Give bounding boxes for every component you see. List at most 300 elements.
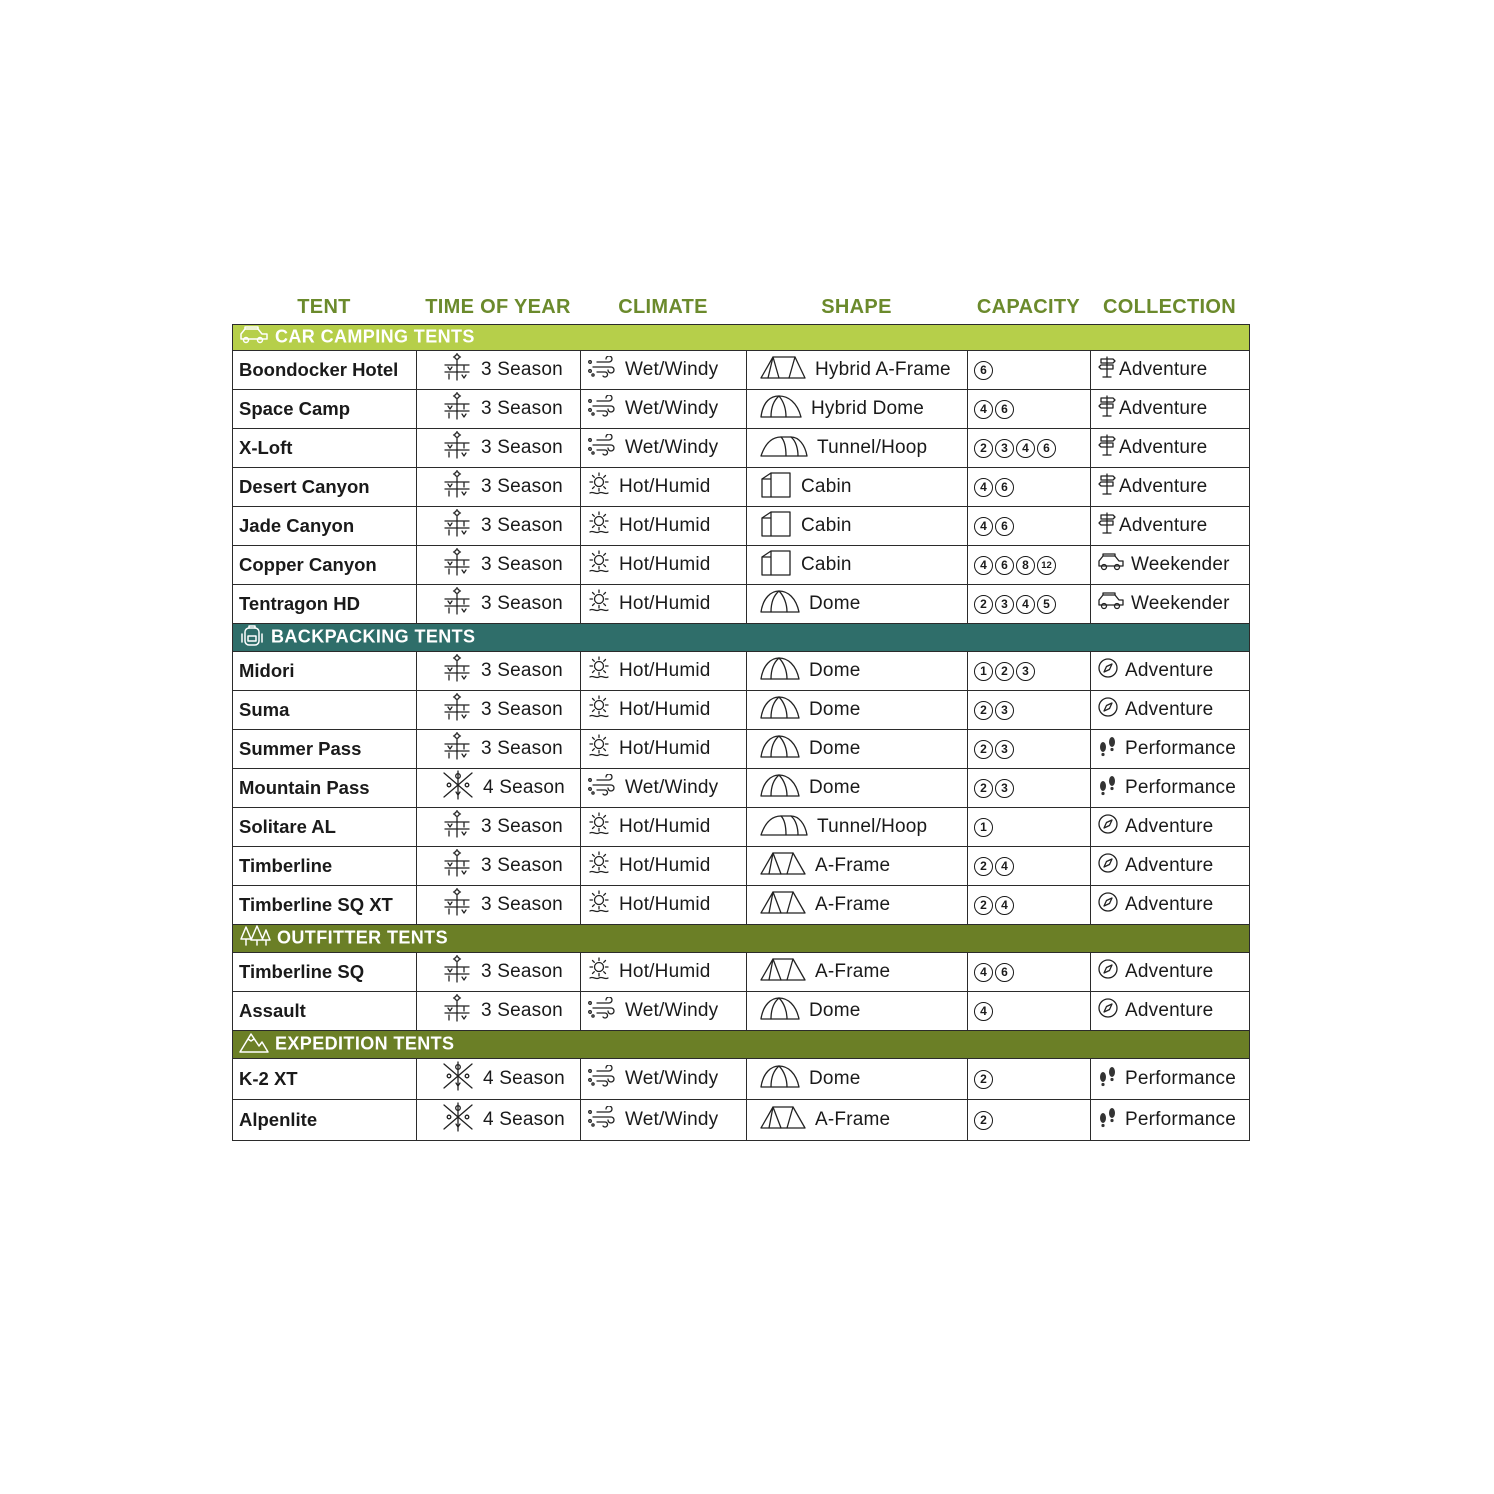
season-cell-label: 3 Season (481, 699, 563, 720)
section-header-backpacking-tents (233, 624, 1250, 652)
capacity-badge: 2 (974, 779, 993, 798)
season-cell (417, 1059, 581, 1100)
four-season-icon (441, 1061, 475, 1097)
car-icon (1097, 552, 1125, 578)
sun-icon (587, 472, 611, 502)
tent-name: Tentragon HD (233, 585, 417, 624)
climate-cell-label: Wet/Windy (625, 437, 719, 458)
climate-cell (581, 847, 747, 886)
dome-tent-icon (759, 995, 801, 1027)
capacity-badge: 2 (974, 740, 993, 759)
collection-cell-label: Adventure (1125, 699, 1214, 720)
sun-icon (587, 511, 611, 541)
tent-name: Midori (233, 652, 417, 691)
mountain-icon (239, 1031, 269, 1058)
tent-name: Timberline SQ (233, 953, 417, 992)
capacity-cell (968, 886, 1091, 925)
table-row (233, 390, 1250, 429)
climate-cell (581, 1059, 747, 1100)
dome-tent-icon (759, 655, 801, 687)
collection-cell (1091, 507, 1250, 546)
shape-cell (747, 992, 968, 1031)
tunnel-hoop-tent-icon (759, 432, 809, 464)
climate-cell-label: Hot/Humid (619, 660, 711, 681)
three-season-icon (441, 888, 473, 922)
capacity-cell (968, 992, 1091, 1031)
season-cell (417, 886, 581, 925)
shape-cell (747, 953, 968, 992)
capacity-badge: 6 (1037, 439, 1056, 458)
season-cell-label: 3 Season (481, 593, 563, 614)
compass-icon (1097, 852, 1119, 880)
collection-cell-label: Adventure (1125, 961, 1214, 982)
cabin-tent-icon (759, 508, 793, 544)
signpost-icon (1097, 356, 1117, 384)
capacity-badge: 6 (995, 963, 1014, 982)
three-season-icon (441, 353, 473, 387)
three-season-icon (441, 955, 473, 989)
season-cell (417, 585, 581, 624)
collection-cell (1091, 691, 1250, 730)
tent-name: Boondocker Hotel (233, 351, 417, 390)
hybrid-dome-tent-icon (759, 393, 803, 425)
collection-cell-label: Adventure (1125, 894, 1214, 915)
table-row (233, 429, 1250, 468)
collection-cell-label: Adventure (1119, 437, 1208, 458)
table-row (233, 769, 1250, 808)
sun-icon (587, 695, 611, 725)
signpost-icon (1097, 512, 1117, 540)
shape-cell (747, 351, 968, 390)
wind-icon (587, 434, 617, 462)
tent-name: Desert Canyon (233, 468, 417, 507)
capacity-badge: 3 (995, 779, 1014, 798)
collection-cell-label: Weekender (1131, 554, 1230, 575)
three-season-icon (441, 470, 473, 504)
collection-cell (1091, 390, 1250, 429)
signpost-icon (1097, 473, 1117, 501)
climate-cell-label: Wet/Windy (625, 1000, 719, 1021)
collection-cell-label: Adventure (1125, 660, 1214, 681)
capacity-badge: 5 (1037, 595, 1056, 614)
section-header-outfitter-tents (233, 925, 1250, 953)
signpost-icon (1097, 395, 1117, 423)
capacity-cell (968, 546, 1091, 585)
climate-cell-label: Hot/Humid (619, 476, 711, 497)
tent-name: Solitare AL (233, 808, 417, 847)
tent-name: Mountain Pass (233, 769, 417, 808)
compass-icon (1097, 891, 1119, 919)
capacity-badge: 4 (974, 478, 993, 497)
wind-icon (587, 774, 617, 802)
sun-icon (587, 890, 611, 920)
capacity-badge: 8 (1016, 556, 1035, 575)
a-frame-tent-icon (759, 956, 807, 988)
footprints-icon (1097, 1106, 1119, 1134)
backpack-icon (239, 624, 265, 651)
tent-name: Assault (233, 992, 417, 1031)
shape-cell-label: Hybrid A-Frame (815, 359, 951, 380)
footprints-icon (1097, 735, 1119, 763)
climate-cell (581, 953, 747, 992)
shape-cell (747, 769, 968, 808)
climate-cell-label: Hot/Humid (619, 593, 711, 614)
shape-cell-label: Tunnel/Hoop (817, 816, 928, 837)
capacity-badge: 4 (974, 1002, 993, 1021)
three-season-icon (441, 654, 473, 688)
signpost-icon (1097, 434, 1117, 462)
three-season-icon (441, 849, 473, 883)
dome-tent-icon (759, 694, 801, 726)
season-cell-label: 3 Season (481, 398, 563, 419)
tent-name: Timberline (233, 847, 417, 886)
climate-cell-label: Hot/Humid (619, 961, 711, 982)
three-season-icon (441, 810, 473, 844)
capacity-badge: 3 (995, 701, 1014, 720)
climate-cell (581, 730, 747, 769)
collection-cell-label: Adventure (1119, 359, 1208, 380)
footprints-icon (1097, 1065, 1119, 1093)
season-cell-label: 3 Season (481, 554, 563, 575)
wind-icon (587, 997, 617, 1025)
collection-cell (1091, 730, 1250, 769)
climate-cell (581, 585, 747, 624)
sun-icon (587, 851, 611, 881)
tent-name: K-2 XT (233, 1059, 417, 1100)
capacity-cell (968, 429, 1091, 468)
tent-name: Suma (233, 691, 417, 730)
table-row (233, 730, 1250, 769)
collection-cell-label: Adventure (1119, 515, 1208, 536)
table-row (233, 1100, 1250, 1141)
season-cell-label: 3 Season (481, 738, 563, 759)
shape-cell-label: Dome (809, 1068, 861, 1089)
shape-cell (747, 730, 968, 769)
capacity-badge: 6 (995, 517, 1014, 536)
capacity-badge: 6 (995, 556, 1014, 575)
sun-icon (587, 734, 611, 764)
climate-cell (581, 691, 747, 730)
collection-cell-label: Adventure (1125, 855, 1214, 876)
dome-tent-icon (759, 772, 801, 804)
season-cell-label: 4 Season (483, 1068, 565, 1089)
capacity-badge: 4 (995, 896, 1014, 915)
shape-cell (747, 507, 968, 546)
season-cell-label: 3 Season (481, 660, 563, 681)
capacity-badge: 1 (974, 818, 993, 837)
shape-cell-label: A-Frame (815, 894, 891, 915)
four-season-icon (441, 770, 475, 806)
climate-cell (581, 468, 747, 507)
capacity-badge: 3 (1016, 662, 1035, 681)
climate-cell (581, 886, 747, 925)
tent-table (232, 324, 1250, 1141)
compass-icon (1097, 813, 1119, 841)
collection-cell (1091, 953, 1250, 992)
shape-cell-label: Dome (809, 1000, 861, 1021)
climate-cell (581, 351, 747, 390)
sun-icon (587, 812, 611, 842)
season-cell-label: 3 Season (481, 816, 563, 837)
cabin-tent-icon (759, 547, 793, 583)
table-row (233, 847, 1250, 886)
season-cell (417, 652, 581, 691)
capacity-badge: 2 (974, 1070, 993, 1089)
season-cell (417, 351, 581, 390)
shape-cell-label: Cabin (801, 554, 852, 575)
season-cell (417, 730, 581, 769)
four-season-icon (441, 1102, 475, 1138)
shape-cell-label: Hybrid Dome (811, 398, 925, 419)
table-row (233, 585, 1250, 624)
season-cell (417, 507, 581, 546)
climate-cell-label: Wet/Windy (625, 1068, 719, 1089)
shape-cell-label: A-Frame (815, 1109, 891, 1130)
capacity-badge: 1 (974, 662, 993, 681)
capacity-badge: 4 (974, 963, 993, 982)
shape-cell (747, 808, 968, 847)
capacity-badge: 4 (974, 517, 993, 536)
tent-name: Summer Pass (233, 730, 417, 769)
wind-icon (587, 1106, 617, 1134)
collection-cell (1091, 585, 1250, 624)
column-header-row (232, 290, 1249, 324)
capacity-cell (968, 351, 1091, 390)
shape-cell-label: Dome (809, 738, 861, 759)
collection-cell (1091, 769, 1250, 808)
car-icon (239, 325, 269, 350)
column-header-tent: TENT (297, 295, 351, 318)
wind-icon (587, 1065, 617, 1093)
column-header-climate: CLIMATE (618, 295, 708, 318)
column-header-time-of-year: TIME OF YEAR (425, 295, 571, 318)
tent-name: Copper Canyon (233, 546, 417, 585)
three-season-icon (441, 548, 473, 582)
capacity-badge: 6 (995, 478, 1014, 497)
tent-name: Timberline SQ XT (233, 886, 417, 925)
climate-cell (581, 507, 747, 546)
capacity-badge: 3 (995, 439, 1014, 458)
shape-cell-label: Dome (809, 593, 861, 614)
table-row (233, 808, 1250, 847)
collection-cell (1091, 1100, 1250, 1141)
climate-cell (581, 808, 747, 847)
car-icon (1097, 591, 1125, 617)
climate-cell-label: Wet/Windy (625, 1109, 719, 1130)
trees-icon (239, 925, 271, 952)
capacity-cell (968, 953, 1091, 992)
three-season-icon (441, 732, 473, 766)
shape-cell-label: A-Frame (815, 855, 891, 876)
capacity-badge: 4 (1016, 595, 1035, 614)
season-cell (417, 953, 581, 992)
shape-cell (747, 546, 968, 585)
capacity-badge: 4 (974, 400, 993, 419)
column-header-shape: SHAPE (821, 295, 892, 318)
capacity-cell (968, 769, 1091, 808)
capacity-badge: 2 (974, 857, 993, 876)
capacity-badge: 3 (995, 595, 1014, 614)
shape-cell (747, 390, 968, 429)
capacity-badge: 2 (995, 662, 1014, 681)
capacity-cell (968, 507, 1091, 546)
climate-cell (581, 390, 747, 429)
collection-cell (1091, 351, 1250, 390)
table-row (233, 468, 1250, 507)
season-cell-label: 3 Season (481, 1000, 563, 1021)
collection-cell-label: Performance (1125, 777, 1236, 798)
three-season-icon (441, 587, 473, 621)
season-cell (417, 769, 581, 808)
collection-cell-label: Performance (1125, 738, 1236, 759)
section-title: CAR CAMPING TENTS (275, 326, 475, 347)
capacity-cell (968, 652, 1091, 691)
climate-cell-label: Wet/Windy (625, 359, 719, 380)
section-title: OUTFITTER TENTS (277, 927, 448, 948)
tent-name: Space Camp (233, 390, 417, 429)
capacity-cell (968, 468, 1091, 507)
season-cell-label: 3 Season (481, 961, 563, 982)
shape-cell (747, 468, 968, 507)
collection-cell (1091, 847, 1250, 886)
three-season-icon (441, 509, 473, 543)
collection-cell (1091, 992, 1250, 1031)
a-frame-tent-icon (759, 889, 807, 921)
tent-name: Alpenlite (233, 1100, 417, 1141)
section-title: BACKPACKING TENTS (271, 626, 476, 647)
collection-cell-label: Performance (1125, 1068, 1236, 1089)
section-header-car-camping-tents (233, 325, 1250, 351)
season-cell (417, 429, 581, 468)
section-header-expedition-tents (233, 1031, 1250, 1059)
climate-cell (581, 429, 747, 468)
collection-cell (1091, 886, 1250, 925)
shape-cell (747, 585, 968, 624)
capacity-badge: 2 (974, 701, 993, 720)
season-cell-label: 3 Season (481, 359, 563, 380)
season-cell (417, 992, 581, 1031)
footprints-icon (1097, 774, 1119, 802)
capacity-cell (968, 730, 1091, 769)
season-cell-label: 3 Season (481, 437, 563, 458)
collection-cell-label: Adventure (1119, 398, 1208, 419)
capacity-badge: 4 (995, 857, 1014, 876)
shape-cell-label: Dome (809, 660, 861, 681)
climate-cell-label: Wet/Windy (625, 398, 719, 419)
capacity-badge: 12 (1037, 556, 1056, 575)
season-cell (417, 691, 581, 730)
season-cell-label: 3 Season (481, 476, 563, 497)
sun-icon (587, 957, 611, 987)
shape-cell (747, 1100, 968, 1141)
climate-cell (581, 652, 747, 691)
season-cell-label: 4 Season (483, 777, 565, 798)
shape-cell-label: A-Frame (815, 961, 891, 982)
cabin-tent-icon (759, 469, 793, 505)
shape-cell (747, 429, 968, 468)
shape-cell-label: Dome (809, 777, 861, 798)
collection-cell-label: Adventure (1119, 476, 1208, 497)
climate-cell-label: Hot/Humid (619, 855, 711, 876)
capacity-badge: 2 (974, 439, 993, 458)
column-header-collection: COLLECTION (1103, 295, 1236, 318)
capacity-cell (968, 585, 1091, 624)
capacity-badge: 2 (974, 595, 993, 614)
tent-name: X-Loft (233, 429, 417, 468)
shape-cell-label: Cabin (801, 515, 852, 536)
climate-cell (581, 1100, 747, 1141)
capacity-badge: 6 (974, 361, 993, 380)
season-cell-label: 3 Season (481, 515, 563, 536)
season-cell-label: 4 Season (483, 1109, 565, 1130)
three-season-icon (441, 392, 473, 426)
shape-cell-label: Tunnel/Hoop (817, 437, 928, 458)
shape-cell (747, 691, 968, 730)
collection-cell (1091, 429, 1250, 468)
collection-cell (1091, 808, 1250, 847)
shape-cell (747, 847, 968, 886)
capacity-badge: 6 (995, 400, 1014, 419)
table-row (233, 507, 1250, 546)
compass-icon (1097, 696, 1119, 724)
collection-cell (1091, 546, 1250, 585)
shape-cell (747, 1059, 968, 1100)
three-season-icon (441, 693, 473, 727)
capacity-badge: 2 (974, 896, 993, 915)
compass-icon (1097, 657, 1119, 685)
table-row (233, 992, 1250, 1031)
collection-cell-label: Adventure (1125, 1000, 1214, 1021)
capacity-cell (968, 691, 1091, 730)
table-row (233, 691, 1250, 730)
tunnel-hoop-tent-icon (759, 811, 809, 843)
tent-comparison-chart (232, 290, 1249, 1141)
capacity-cell (968, 1059, 1091, 1100)
a-frame-tent-icon (759, 1104, 807, 1136)
season-cell (417, 390, 581, 429)
wind-icon (587, 356, 617, 384)
capacity-cell (968, 808, 1091, 847)
dome-tent-icon (759, 733, 801, 765)
collection-cell-label: Performance (1125, 1109, 1236, 1130)
column-header-capacity: CAPACITY (976, 295, 1081, 318)
season-cell (417, 808, 581, 847)
climate-cell (581, 992, 747, 1031)
compass-icon (1097, 958, 1119, 986)
collection-cell (1091, 652, 1250, 691)
collection-cell (1091, 1059, 1250, 1100)
table-row (233, 953, 1250, 992)
collection-cell-label: Adventure (1125, 816, 1214, 837)
climate-cell-label: Hot/Humid (619, 894, 711, 915)
capacity-badge: 2 (974, 1111, 993, 1130)
capacity-badge: 4 (1016, 439, 1035, 458)
collection-cell (1091, 468, 1250, 507)
capacity-cell (968, 1100, 1091, 1141)
table-row (233, 546, 1250, 585)
season-cell (417, 546, 581, 585)
dome-tent-icon (759, 1063, 801, 1095)
climate-cell-label: Hot/Humid (619, 699, 711, 720)
sun-icon (587, 550, 611, 580)
table-row (233, 1059, 1250, 1100)
season-cell (417, 468, 581, 507)
three-season-icon (441, 994, 473, 1028)
shape-cell (747, 652, 968, 691)
capacity-cell (968, 847, 1091, 886)
climate-cell-label: Hot/Humid (619, 515, 711, 536)
compass-icon (1097, 997, 1119, 1025)
